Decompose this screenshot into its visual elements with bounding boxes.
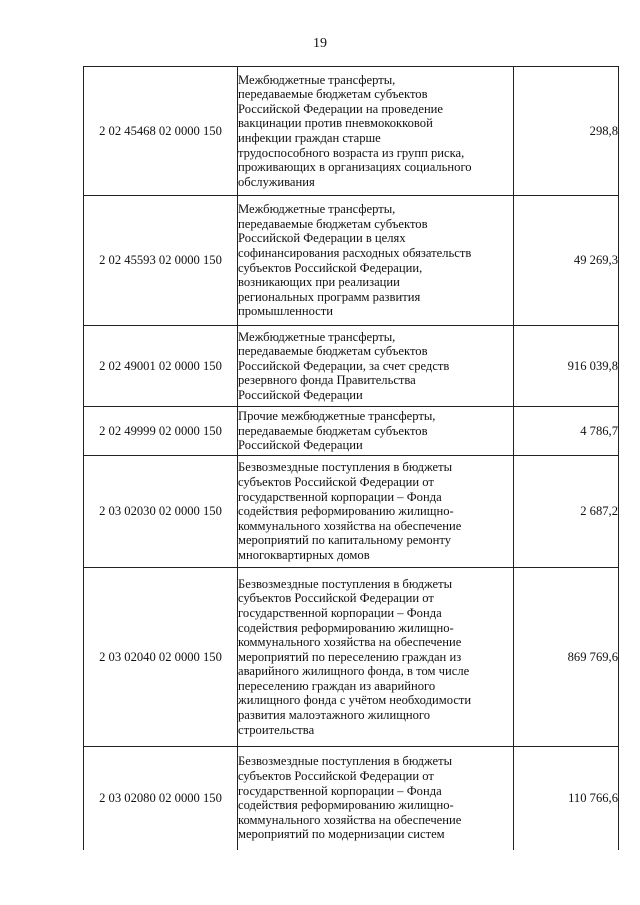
revenue-description-cell xyxy=(238,568,514,747)
amount-value: 298,8 xyxy=(514,67,619,196)
revenue-description-cell xyxy=(238,196,514,326)
table-row xyxy=(84,568,619,747)
page-number: 19 xyxy=(313,36,327,51)
revenue-description: Межбюджетные трансферты, передаваемые бюджетам субъектов Российской Федерации, за счет средств резервного фонда Правительства Российской Федерации xyxy=(238,329,450,402)
revenue-description: Безвозмездные поступления в бюджеты субъектов Российской Федерации от государственной корпорации – Фонда содействия реформированию жилищно- коммунального хозяйства на обеспечение мероприятий по переселению граждан из аварийного жилищного фонда, в том числе переселению граждан из аварийного жилищного фонда с учётом необходимости развития малоэтажного жилищного строительства xyxy=(238,576,472,737)
revenue-description: Межбюджетные трансферты, передаваемые бюджетам субъектов Российской Федерации в целях софинансирования расходных обязательств субъектов Российской Федерации, возникающих при реализации региональных программ развития промышленности xyxy=(238,202,472,319)
amount-value: 110 766,6 xyxy=(514,747,619,850)
amount-value: 869 769,6 xyxy=(514,568,619,747)
budget-classification-code: 2 03 02030 02 0000 150 xyxy=(84,456,238,568)
revenue-description: Безвозмездные поступления в бюджеты субъектов Российской Федерации от государственной корпорации – Фонда содействия реформированию жилищно- коммунального хозяйства на обеспечение мероприятий по модернизации систем xyxy=(238,754,462,842)
revenue-description-cell xyxy=(238,67,514,196)
revenue-description: Безвозмездные поступления в бюджеты субъектов Российской Федерации от государственной корпорации – Фонда содействия реформированию жилищно- коммунального хозяйства на обеспечение мероприятий по капитальному ремонту многоквартирных домов xyxy=(238,460,462,562)
amount-value: 49 269,3 xyxy=(514,196,619,326)
budget-classification-code: 2 02 45593 02 0000 150 xyxy=(84,196,238,326)
budget-classification-code: 2 02 49001 02 0000 150 xyxy=(84,326,238,407)
table-row xyxy=(84,326,619,407)
table-row xyxy=(84,747,619,850)
revenue-description-cell xyxy=(238,407,514,456)
budget-revenue-table xyxy=(83,66,619,850)
table-row xyxy=(84,196,619,326)
budget-classification-code: 2 02 45468 02 0000 150 xyxy=(84,67,238,196)
budget-classification-code: 2 03 02080 02 0000 150 xyxy=(84,747,238,850)
budget-classification-code: 2 02 49999 02 0000 150 xyxy=(84,407,238,456)
amount-value: 4 786,7 xyxy=(514,407,619,456)
table-row xyxy=(84,456,619,568)
amount-value: 2 687,2 xyxy=(514,456,619,568)
revenue-description-cell xyxy=(238,326,514,407)
revenue-description-cell xyxy=(238,747,514,850)
table-row xyxy=(84,407,619,456)
revenue-description-cell xyxy=(238,456,514,568)
revenue-description: Прочие межбюджетные трансферты, передаваемые бюджетам субъектов Российской Федерации xyxy=(238,409,436,453)
revenue-description: Межбюджетные трансферты, передаваемые бюджетам субъектов Российской Федерации на проведение вакцинации против пневмококковой инфекции граждан старше трудоспособного возраста из групп риска, проживающих в организациях социального обслуживания xyxy=(238,72,472,189)
budget-classification-code: 2 03 02040 02 0000 150 xyxy=(84,568,238,747)
amount-value: 916 039,8 xyxy=(514,326,619,407)
table-row xyxy=(84,67,619,196)
